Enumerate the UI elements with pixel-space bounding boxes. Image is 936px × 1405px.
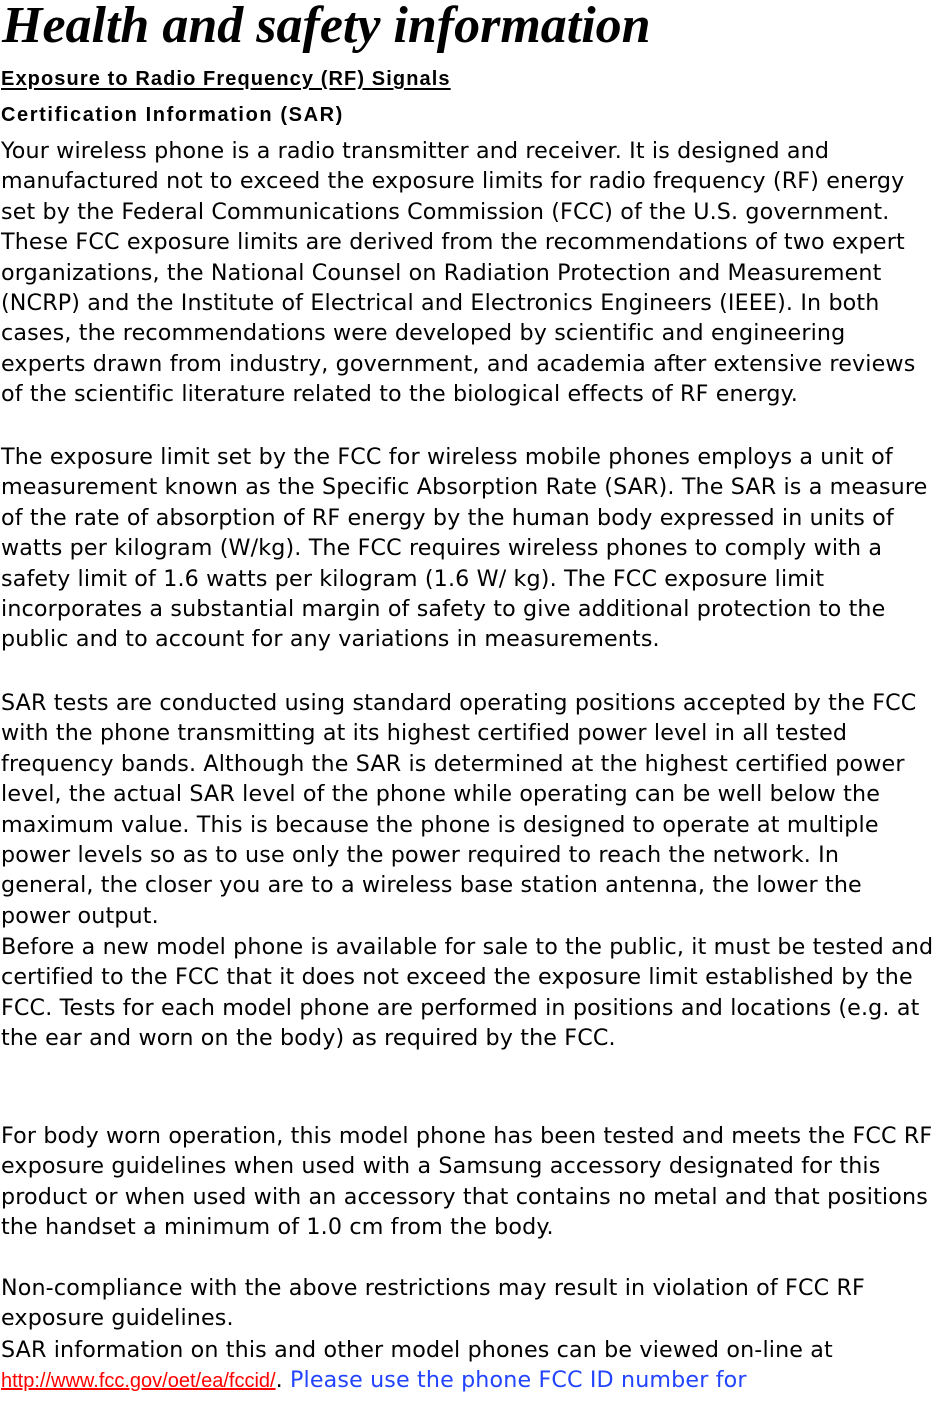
paragraph-sar-online [1, 1335, 935, 1397]
page-title: Health and safety information [2, 0, 651, 54]
paragraph-non-compliance: Non-compliance with the above restrictions may result in violation of FCC RF exposure guidelines. [1, 1275, 865, 1332]
paragraph-body-worn: For body worn operation, this model phone has been tested and meets the FCC RF exposure guidelines when used with a Samsung accessory designated for this product or when used with an accessory that contains no metal and that positions the handset a minimum of 1.0 cm from the body. [1, 1123, 933, 1241]
paragraph-fcc-limits: Your wireless phone is a radio transmitter and receiver. It is designed and manufactured not to exceed the exposure limits for radio frequency (RF) energy set by the Federal Communications Commission (FCC) of the U.S. government. These FCC exposure limits are derived from the recommendations of two expert organizations, the National Counsel on Radiation Protection and Measurement (NCRP) and the Institute of Electrical and Electronics Engineers (IEEE). In both cases, the recommendations were developed by scientific and engineering experts drawn from industry, government, and academia after extensive reviews of the scientific literature related to the biological effects of RF energy. [1, 138, 916, 408]
fcc-id-instruction: Please use the phone FCC ID number for [282, 1367, 747, 1394]
sar-online-text: SAR information on this and other model phones can be viewed on-line at [1, 1337, 833, 1363]
paragraph-sar-definition: The exposure limit set by the FCC for wireless mobile phones employs a unit of measurement known as the Specific Absorption Rate (SAR). The SAR is a measure of the rate of absorption of RF energy by the human body expressed in units of watts per kilogram (W/kg). The FCC requires wireless phones to comply with a safety limit of 1.6 watts per kilogram (1.6 W/ kg). The FCC exposure limit incorporates a substantial margin of safety to give additional protection to the public and to account for any variations in measurements. [1, 444, 928, 653]
section-heading: Exposure to Radio Frequency (RF) Signals [1, 68, 451, 90]
fcc-id-link[interactable]: http://www.fcc.gov/oet/ea/fccid/ [1, 1370, 276, 1393]
link-period: . [275, 1367, 283, 1394]
paragraph-certification: Before a new model phone is available for sale to the public, it must be tested and certified to the FCC that it does not exceed the exposure limit established by the FCC. Tests for each model phone are performed in positions and locations (e.g. at the ear and worn on the body) as required by the FCC. [1, 934, 934, 1052]
paragraph-sar-tests: SAR tests are conducted using standard operating positions accepted by the FCC with the phone transmitting at its highest certified power level in all tested frequency bands. Although the SAR is determined at the highest certified power level, the actual SAR level of the phone while operating can be well below the maximum value. This is because the phone is designed to operate at multiple power levels so as to use only the power required to reach the network. In general, the closer you are to a wireless base station antenna, the lower the power output. [1, 690, 917, 929]
sub-heading: Certification Information (SAR) [1, 104, 344, 126]
